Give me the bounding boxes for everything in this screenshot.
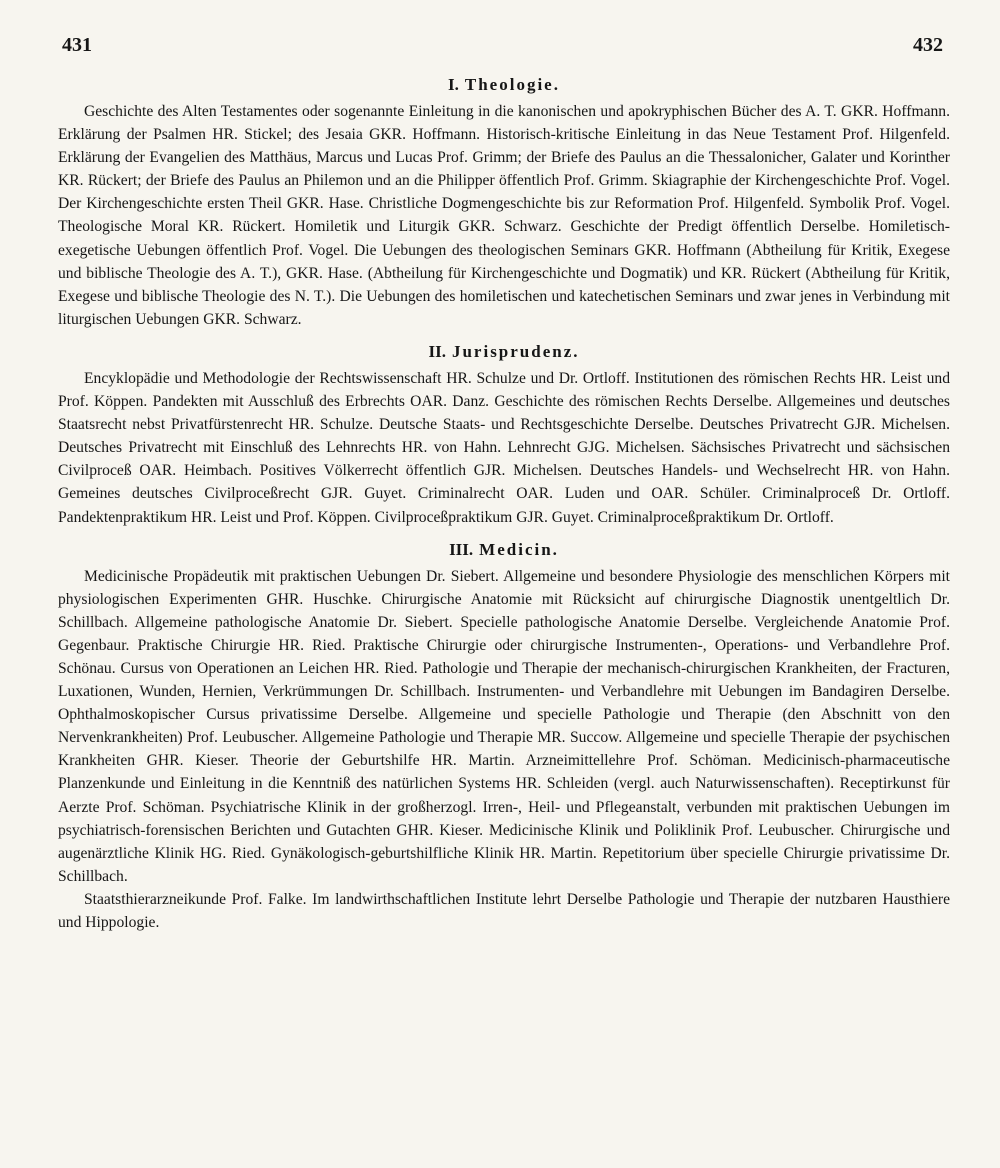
section-title: Jurisprudenz. xyxy=(451,341,580,361)
page-number-left: 431 xyxy=(62,34,92,56)
paragraph: Staatsthierarzneikunde Prof. Falke. Im landwirthschaftlichen Institute lehrt Derselbe Pathologie und Therapie der nutzbaren Hausthiere und Hippologie. xyxy=(58,890,950,931)
paragraph: Encyklopädie und Methodologie der Rechtswissenschaft HR. Schulze und Dr. Ortloff. Institutionen des römischen Rechts HR. Leist und Prof. Köppen. Pandekten mit Ausschluß des Erbrechts OAR. Danz. Geschichte des römischen Rechts Derselbe. Allgemeines und deutsches Staatsrecht nebst Privatfürstenrecht HR. Schulze. Deutsche Staats- und Rechtsgeschichte Derselbe. Deutsches Privatrecht GJR. Michelsen. Deutsches Privatrecht mit Einschluß des Lehnrechts HR. von Hahn. Lehnrecht GJG. Michelsen. Sächsisches Privatrecht und sächsischen Civilproceß OAR. Heimbach. Positives Völkerrecht öffentlich GJR. Michelsen. Deutsches Handels- und Wechselrecht HR. von Hahn. Gemeines deutsches Civilproceßrecht GJR. Guyet. Criminalrecht OAR. Luden und OAR. Schüler. Criminalproceß Dr. Ortloff. Pandektenpraktikum HR. Leist und Prof. Köppen. Civilproceßpraktikum GJR. Guyet. Criminalproceßpraktikum Dr. Ortloff. xyxy=(58,369,950,526)
section-title: Theologie. xyxy=(464,75,560,94)
section-theologie xyxy=(58,74,950,331)
document-body xyxy=(58,74,950,934)
section-numeral: I. xyxy=(448,75,459,94)
page-number-right: 432 xyxy=(913,34,943,56)
section-medicin xyxy=(58,539,950,935)
section-numeral: III. xyxy=(449,539,474,559)
section-heading xyxy=(58,74,950,96)
section-numeral: II. xyxy=(428,341,446,361)
paragraph: Geschichte des Alten Testamentes oder sogenannte Einleitung in die kanonischen und apokryphischen Bücher des A. T. GKR. Hoffmann. Erklärung der Psalmen HR. Stickel; des Jesaia GKR. Hoffmann. Historisch-kritische Einleitung in das Neue Testament Prof. Hilgenfeld. Erklärung der Evangelien des Matthäus, Marcus und Lucas Prof. Grimm; der Briefe des Paulus an die Thessalonicher, Galater und Korinther KR. Rückert; der Briefe des Paulus an Philemon und an die Philipper öffentlich Prof. Grimm. Skiagraphie der Kirchengeschichte Prof. Vogel. Der Kirchengeschichte ersten Theil GKR. Hase. Christliche Dogmengeschichte bis zur Reformation Prof. Hilgenfeld. Symbolik Prof. Vogel. Theologische Moral KR. Rückert. Homiletik und Liturgik GKR. Schwarz. Geschichte der Predigt öffentlich Derselbe. Homiletisch-exegetische Uebungen öffentlich Prof. Vogel. Die Uebungen des theologischen Seminars GKR. Hoffmann (Abtheilung für Kritik, Exegese und biblische Theologie des A. T.), GKR. Hase. (Abtheilung für Kirchengeschichte und Dogmatik) und KR. Rückert (Abtheilung für Kritik, Exegese und biblische Theologie des N. T.). Die Uebungen des homiletischen und katechetischen Seminars und zwar jenes in Verbindung mit liturgischen Uebungen GKR. Schwarz. xyxy=(58,103,950,328)
section-heading xyxy=(58,539,950,561)
section-title: Medicin. xyxy=(479,539,559,559)
paragraph: Medicinische Propädeutik mit praktischen Uebungen Dr. Siebert. Allgemeine und besondere Physiologie des menschlichen Körpers mit physiologischen Experimenten GHR. Huschke. Chirurgische Anatomie mit Rücksicht auf chirurgische Diagnostik unentgeltlich Dr. Schillbach. Allgemeine pathologische Anatomie Dr. Siebert. Specielle pathologische Anatomie Derselbe. Vergleichende Anatomie Prof. Gegenbaur. Praktische Chirurgie HR. Ried. Praktische Chirurgie oder chirurgische Instrumenten-, Operations- und Verbandlehre Prof. Schönau. Cursus von Operationen an Leichen HR. Ried. Pathologie und Therapie der mechanisch-chirurgischen Krankheiten, der Fracturen, Luxationen, Wunden, Hernien, Verkrümmungen Dr. Schillbach. Instrumenten- und Verbandlehre mit Uebungen im Bandagiren Derselbe. Ophthalmoskopischer Cursus privatissime Derselbe. Allgemeine und specielle Pathologie und Therapie (den Abschnitt von den Nervenkrankheiten) Prof. Leubuscher. Allgemeine Pathologie und Therapie MR. Succow. Allgemeine und specielle Therapie der psychischen Krankheiten GHR. Kieser. Theorie der Geburtshilfe HR. Martin. Arzneimittellehre Prof. Schöman. Medicinisch-pharmaceutische Planzenkunde und Einleitung in die Kenntniß des natürlichen Systems HR. Schleiden (vergl. auch Naturwissenschaften). Receptirkunst für Aerzte Prof. Schöman. Psychiatrische Klinik in der großherzogl. Irren-, Heil- und Pflegeanstalt, verbunden mit praktischen Uebungen im psychiatrisch-forensischen Berichten und Gutachten GHR. Kieser. Medicinische Klinik und Poliklinik Prof. Leubuscher. Chirurgische und augenärztliche Klinik HG. Ried. Gynäkologisch-geburtshilfliche Klinik HR. Martin. Repetitorium über specielle Chirurgie privatissime Dr. Schillbach. xyxy=(58,567,950,885)
section-jurisprudenz xyxy=(58,341,950,529)
section-heading xyxy=(58,341,950,363)
